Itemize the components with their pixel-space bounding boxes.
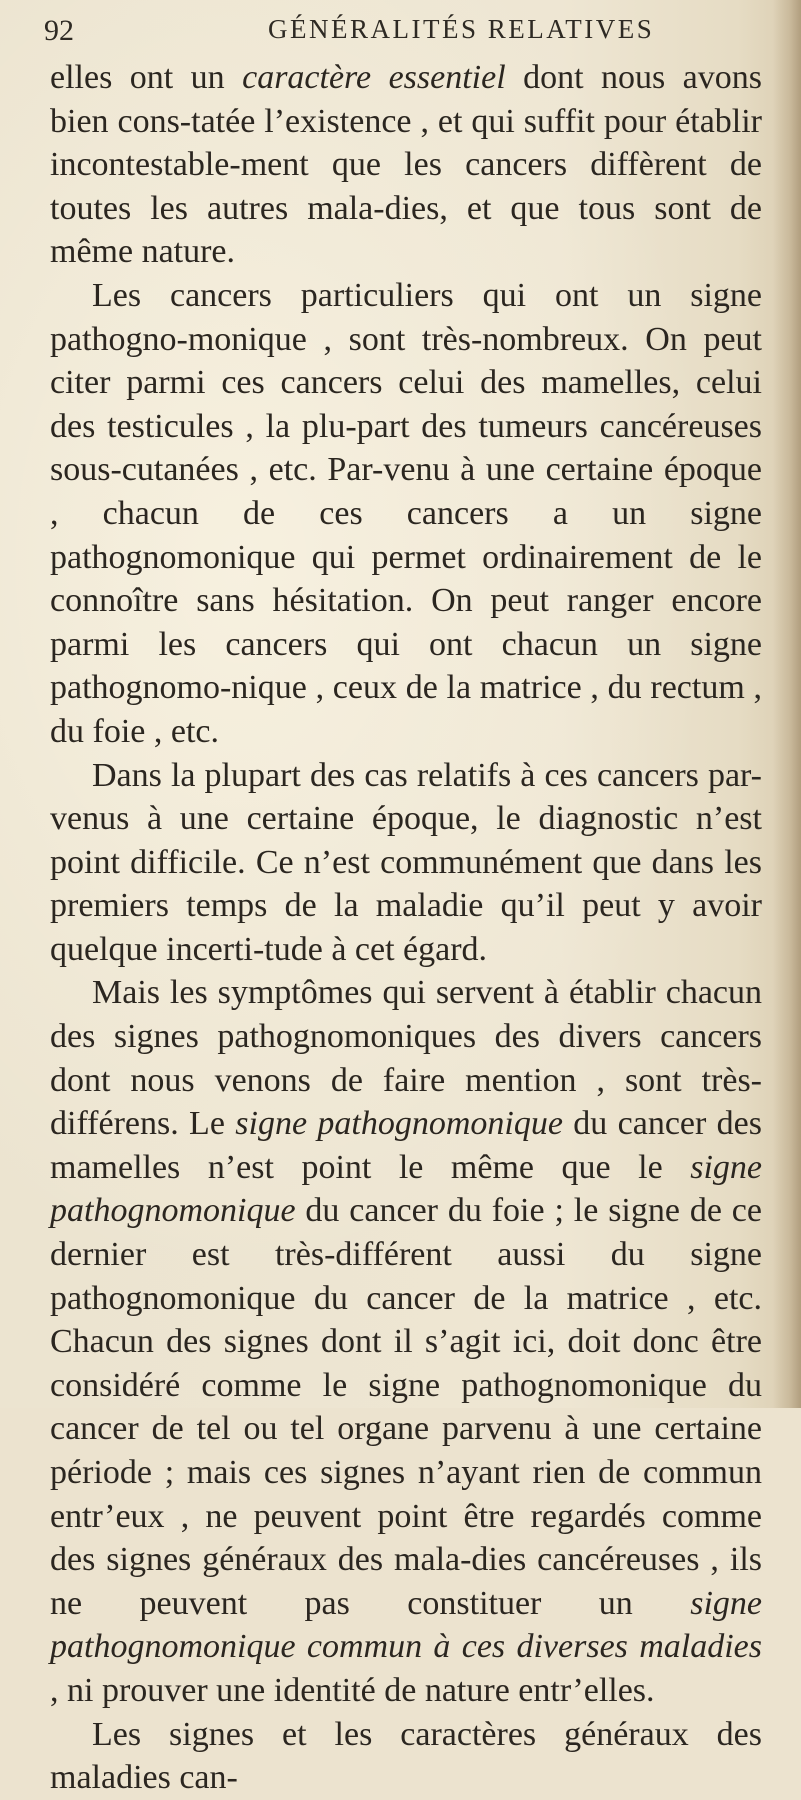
italic-run: signe pathognomonique [235, 1105, 563, 1143]
text-run: du cancer des mamelles n’est point le même que le [50, 1105, 762, 1186]
italic-run: signe pathognomonique commun à ces diverses maladies [50, 1584, 762, 1666]
page-number: 92 [44, 14, 74, 47]
paragraph-general-signs: Les signes et les caractères généraux des maladies can- [50, 1715, 762, 1797]
paragraph-continuation [50, 56, 762, 274]
running-title: GÉNÉRALITÉS RELATIVES [268, 14, 655, 44]
italic-run: signe pathognomonique [50, 1148, 762, 1230]
text-run: , ni prouver une identité de nature entr’elles. [50, 1671, 655, 1709]
italic-run: caractère essentiel [242, 59, 506, 96]
text-run: Mais les symptômes qui servent à établir chacun des signes pathognomoniques des divers cancers dont nous venons de faire mention , sont très-différens. Le [50, 974, 762, 1143]
text-run: dont nous avons bien cons-tatée l’existence , et qui suffit pour établir incontestable-ment que les cancers diffèrent de toutes les autres mala-dies, et que tous sont de même nature. [50, 59, 763, 271]
text-run: du cancer du foie ; le signe de ce dernier est très-différent aussi du signe pathognomonique du cancer de la matrice , etc. Chacun des signes dont il s’agit ici, doit donc être considéré comme le signe pathognomonique du cancer de tel ou tel organe parvenu à une certaine période ; mais ces signes n’ayant rien de commun entr’eux , ne peuvent point être regardés comme des signes généraux des mala-dies cancéreuses , ils ne peuvent pas constituer un [50, 1192, 762, 1622]
text-run: elles ont un [50, 59, 243, 96]
paragraph-particular-cancers: Les cancers particuliers qui ont un signe pathogno-monique , sont très-nombreux. On peut citer parmi ces cancers celui des mamelles, celui des testicules , la plu-part des tumeurs cancéreuses sous-cutanées , etc. Par-venu à une certaine époque , chacun de ces cancers a un signe pathognomonique qui permet ordinairement de le connoître sans hésitation. On peut ranger encore parmi les cancers qui ont chacun un signe pathognomo-nique , ceux de la matrice , du rectum , du foie , etc. [50, 276, 762, 750]
paragraph-symptoms [50, 971, 762, 1712]
page-edge-shadow [773, 0, 801, 1408]
running-header [44, 8, 754, 48]
paragraph-diagnosis: Dans la plupart des cas relatifs à ces cancers par-venus à une certaine époque, le diagnostic n’est point difficile. Ce n’est communément que dans les premiers temps de la maladie qu’il peut y avoir quelque incerti-tude à cet égard. [50, 756, 762, 968]
body-text [50, 56, 762, 1800]
